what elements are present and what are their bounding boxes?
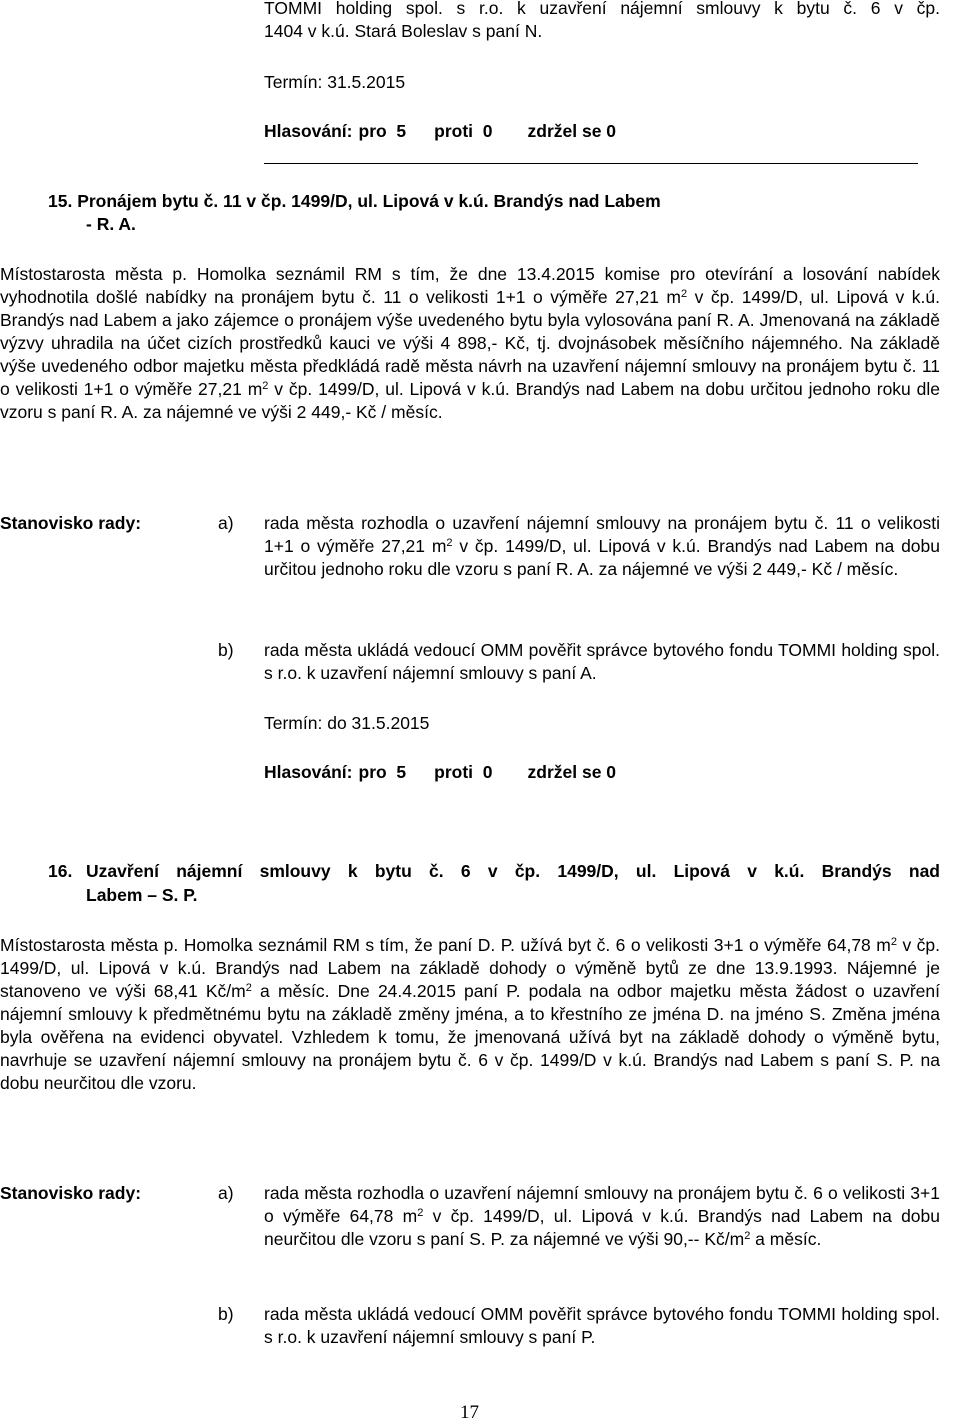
item16-paragraph — [0, 934, 940, 1095]
item15-p1-end: v čp. 1499/D, ul. Lipová v k.ú. Brandýs nad Labem na dobu určitou jednoho roku dle vzoru s paní R. A. za nájemné ve výši 2 449,- Kč / měsíc. — [0, 379, 940, 422]
item15-paragraph — [0, 263, 940, 424]
vote-zdrzel: zdržel se 0 — [527, 121, 617, 141]
item16-a-text — [264, 1182, 940, 1251]
item15-a-text1: rada města rozhodla o uzavření nájemní smlouvy na pronájem bytu č. 11 o velikosti 1+1 o výměře 27,21 m — [264, 513, 940, 556]
item16-a-label: a) — [218, 1183, 234, 1203]
item15-p1-cont: v čp. 1499/D, ul. Lipová v k.ú. Brandýs nad Labem a jako zájemce o pronájem výše uvedeného bytu byla vylosována paní R. A. Jmenovaná na základě výzvy uhradila na účet cizích prostředků kauci ve výši 4 898,- Kč, tj. dvojnásobek měsíčního nájemného. Na základě výše uvedeného odbor majetku města předkládá radě města návrh na uzavření nájemní smlouvy na pronájem bytu č. 11 o velikosti 1+1 o výměře 27,21 m — [0, 287, 940, 399]
item15-termin: Termín: do 31.5.2015 — [264, 713, 430, 733]
item15-stanovisko-label: Stanovisko rady: — [0, 513, 142, 533]
item16-b-label: b) — [218, 1304, 234, 1324]
item15-p1: Místostarosta města p. Homolka seznámil RM s tím, že dne 13.4.2015 komise pro otevírání a losování nabídek vyhodnotila došlé nabídky na pronájem bytu č. 11 o velikosti 1+1 o výměře 27,21 m — [0, 264, 940, 307]
item15-a-label: a) — [218, 513, 234, 533]
item15-heading-line-2: - R. A. — [86, 214, 136, 234]
item16-heading-line-1: Uzavření nájemní smlouvy k bytu č. 6 v čp. 1499/D, ul. Lipová v k.ú. Brandýs nad — [86, 861, 940, 881]
item16-a-text2: v čp. 1499/D, ul. Lipová v k.ú. Brandýs nad Labem na dobu neurčitou dle vzoru s paní S. P. za nájemné ve výši 90,-- Kč/m — [264, 1206, 940, 1249]
item16-p1-sup: 2 — [890, 936, 897, 948]
vote-pro: pro 5 — [358, 121, 407, 141]
item15-p1-sup: 2 — [681, 288, 688, 300]
termin-top: Termín: 31.5.2015 — [264, 72, 406, 92]
item16-p1-sup2: 2 — [245, 982, 252, 994]
vote-label: Hlasování: — [264, 121, 353, 141]
item15-vote-line — [264, 761, 616, 784]
item15-heading-line-1: 15. Pronájem bytu č. 11 v čp. 1499/D, ul. Lipová v k.ú. Brandýs nad Labem — [48, 191, 661, 211]
item16-heading-line-2: Labem – S. P. — [86, 885, 198, 905]
continuation-line-1: TOMMI holding spol. s r.o. k uzavření nájemní smlouvy k bytu č. 6 v čp. — [264, 0, 940, 18]
item16-b-text: rada města ukládá vedoucí OMM pověřit správce bytového fondu TOMMI holding spol. s r.o. k uzavření nájemní smlouvy s paní P. — [264, 1304, 940, 1347]
item15-a-text — [264, 512, 940, 581]
item16-p1a: Místostarosta města p. Homolka seznámil RM s tím, že paní D. P. užívá byt č. 6 o velikosti 3+1 o výměře 64,78 m — [0, 935, 891, 955]
item16-heading-num: 16. — [48, 861, 73, 881]
item16-p1c: a měsíc. Dne 24.4.2015 paní P. podala na odbor majetku města žádost o uzavření nájemní smlouvy k předmětnému bytu na základě změny jména, a to křestního ze jména D. na jméno S. Změna jména byla ověřena na evidenci obyvatel. Vzhledem k tomu, že jmenovaná užívá byt na základě dohody o výměně bytu, navrhuje se uzavření nájemní smlouvy na pronájem bytu č. 6 v čp. 1499/D v k.ú. Brandýs nad Labem s paní S. P. na dobu neurčitou dle vzoru. — [0, 981, 941, 1093]
item16-a-sup2: 2 — [744, 1230, 751, 1242]
vote-proti: proti 0 — [434, 121, 493, 141]
vote-pro: pro 5 — [358, 762, 407, 782]
vote-line-top — [264, 120, 616, 143]
vote-zdrzel: zdržel se 0 — [527, 762, 617, 782]
item16-a-text1: rada města rozhodla o uzavření nájemní smlouvy na pronájem bytu č. 6 o velikosti 3+1 o výměře 64,78 m — [264, 1183, 940, 1226]
item16-a-text3: a měsíc. — [750, 1229, 822, 1249]
item16-a-sup: 2 — [417, 1207, 424, 1219]
item15-b-text: rada města ukládá vedoucí OMM pověřit správce bytového fondu TOMMI holding spol. s r.o. k uzavření nájemní smlouvy s paní A. — [264, 640, 940, 683]
item15-a-text2: v čp. 1499/D, ul. Lipová v k.ú. Brandýs nad Labem na dobu určitou jednoho roku dle vzoru s paní R. A. za nájemné ve výši 2 449,- Kč / měsíc. — [264, 536, 941, 579]
page-number: 17 — [460, 1402, 479, 1423]
separator-line — [264, 163, 918, 164]
item15-b-label: b) — [218, 640, 234, 660]
item16-stanovisko-label: Stanovisko rady: — [0, 1183, 142, 1203]
item16-p1b: v čp. 1499/D, ul. Lipová v k.ú. Brandýs nad Labem na základě dohody o výměně bytů ze dne 13.9.1993. Nájemné je stanoveno ve výši 68,41 Kč/m — [0, 935, 941, 1001]
item15-p1-sup2: 2 — [262, 380, 269, 392]
continuation-line-2: 1404 v k.ú. Stará Boleslav s paní N. — [264, 21, 543, 41]
item15-a-sup: 2 — [446, 537, 453, 549]
vote-proti: proti 0 — [434, 762, 493, 782]
vote-label: Hlasování: — [264, 762, 353, 782]
